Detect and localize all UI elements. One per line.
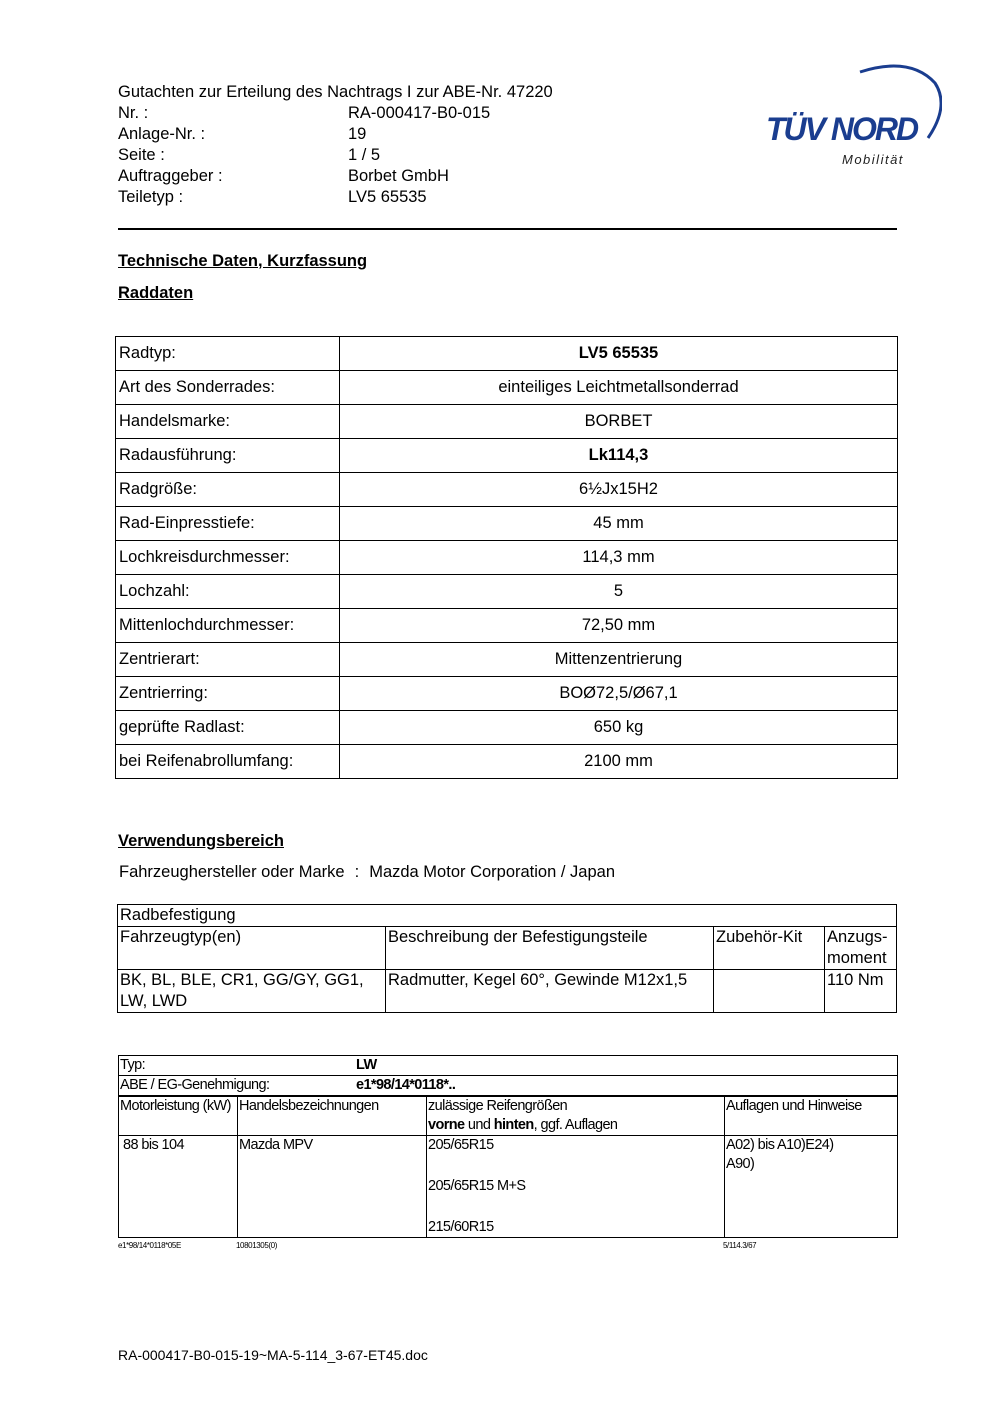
header-field-anlage: Anlage-Nr. : 19 (118, 125, 367, 143)
footnote-mid: 10801305(0) (236, 1241, 277, 1250)
table-row: Radgröße: 6½Jx15H2 (116, 473, 898, 507)
header-field-seite: Seite : 1 / 5 (118, 146, 381, 164)
table-row: BK, BL, BLE, CR1, GG/GY, GG1, LW, LWD Radmutter, Kegel 60°, Gewinde M12x1,5 110 Nm (118, 970, 897, 1013)
table-row: Radtyp: LV5 65535 (116, 337, 898, 371)
header-field-nr: Nr. : RA-000417-B0-015 (118, 104, 491, 122)
typ-table (118, 1055, 898, 1238)
table-row: Art des Sonderrades: einteiliges Leichtmetallsonderrad (116, 371, 898, 405)
table-row: Zentrierring: BOØ72,5/Ø67,1 (116, 677, 898, 711)
abe-row: ABE / EG-Genehmigung: e1*98/14*0118*.. (119, 1076, 898, 1097)
table-row: bei Reifenabrollumfang: 2100 mm (116, 745, 898, 779)
manufacturer-line: Fahrzeughersteller oder Marke : Mazda Motor Corporation / Japan (119, 863, 615, 881)
table-row: geprüfte Radlast: 650 kg (116, 711, 898, 745)
svg-text:Mobilität: Mobilität (842, 152, 904, 167)
verwendung-title: Verwendungsbereich (118, 832, 284, 850)
table-row: 88 bis 104 Mazda MPV 205/65R15 205/65R15 M+S 215/60R15 A02) bis A10)E24) A90) (119, 1136, 898, 1238)
document-footer: RA-000417-B0-015-19~MA-5-114_3-67-ET45.doc (118, 1347, 428, 1363)
header-field-auftraggeber: Auftraggeber : Borbet GmbH (118, 167, 449, 185)
document-header (118, 82, 553, 208)
document-title: Gutachten zur Erteilung des Nachtrags I zur ABE-Nr. 47220 (118, 83, 553, 101)
table-row: Mittenlochdurchmesser: 72,50 mm (116, 609, 898, 643)
footnote-left: e1*98/14*0118*05E (118, 1241, 181, 1250)
header-field-teiletyp: Teiletyp : LV5 65535 (118, 188, 427, 206)
header-divider (118, 228, 897, 230)
raddaten-table (115, 336, 898, 779)
table-header-row: Fahrzeugtyp(en) Beschreibung der Befestigungsteile Zubehör-Kit Anzugs-moment (118, 927, 897, 970)
raddaten-title: Raddaten (118, 284, 194, 302)
table-row: Radausführung: Lk114,3 (116, 439, 898, 473)
befestigung-table (117, 904, 897, 1013)
table-row: Rad-Einpresstiefe: 45 mm (116, 507, 898, 541)
section-title: Technische Daten, Kurzfassung (118, 252, 368, 270)
table-header-row: Motorleistung (kW) Handelsbezeichnungen zulässige Reifengrößen vorne und hinten, ggf. Auflagen Auflagen und Hinweise (119, 1096, 898, 1136)
befestigung-title: Radbefestigung (118, 905, 897, 927)
footnote-right: 5/114.3/67 (723, 1241, 757, 1250)
table-row: Zentrierart: Mittenzentrierung (116, 643, 898, 677)
table-row: Lochkreisdurchmesser: 114,3 mm (116, 541, 898, 575)
typ-row: Typ: LW (119, 1056, 898, 1076)
table-row: Handelsmarke: BORBET (116, 405, 898, 439)
table-row: Lochzahl: 5 (116, 575, 898, 609)
svg-text:TÜV NORD: TÜV NORD (766, 111, 918, 147)
tuev-nord-logo (760, 58, 942, 173)
